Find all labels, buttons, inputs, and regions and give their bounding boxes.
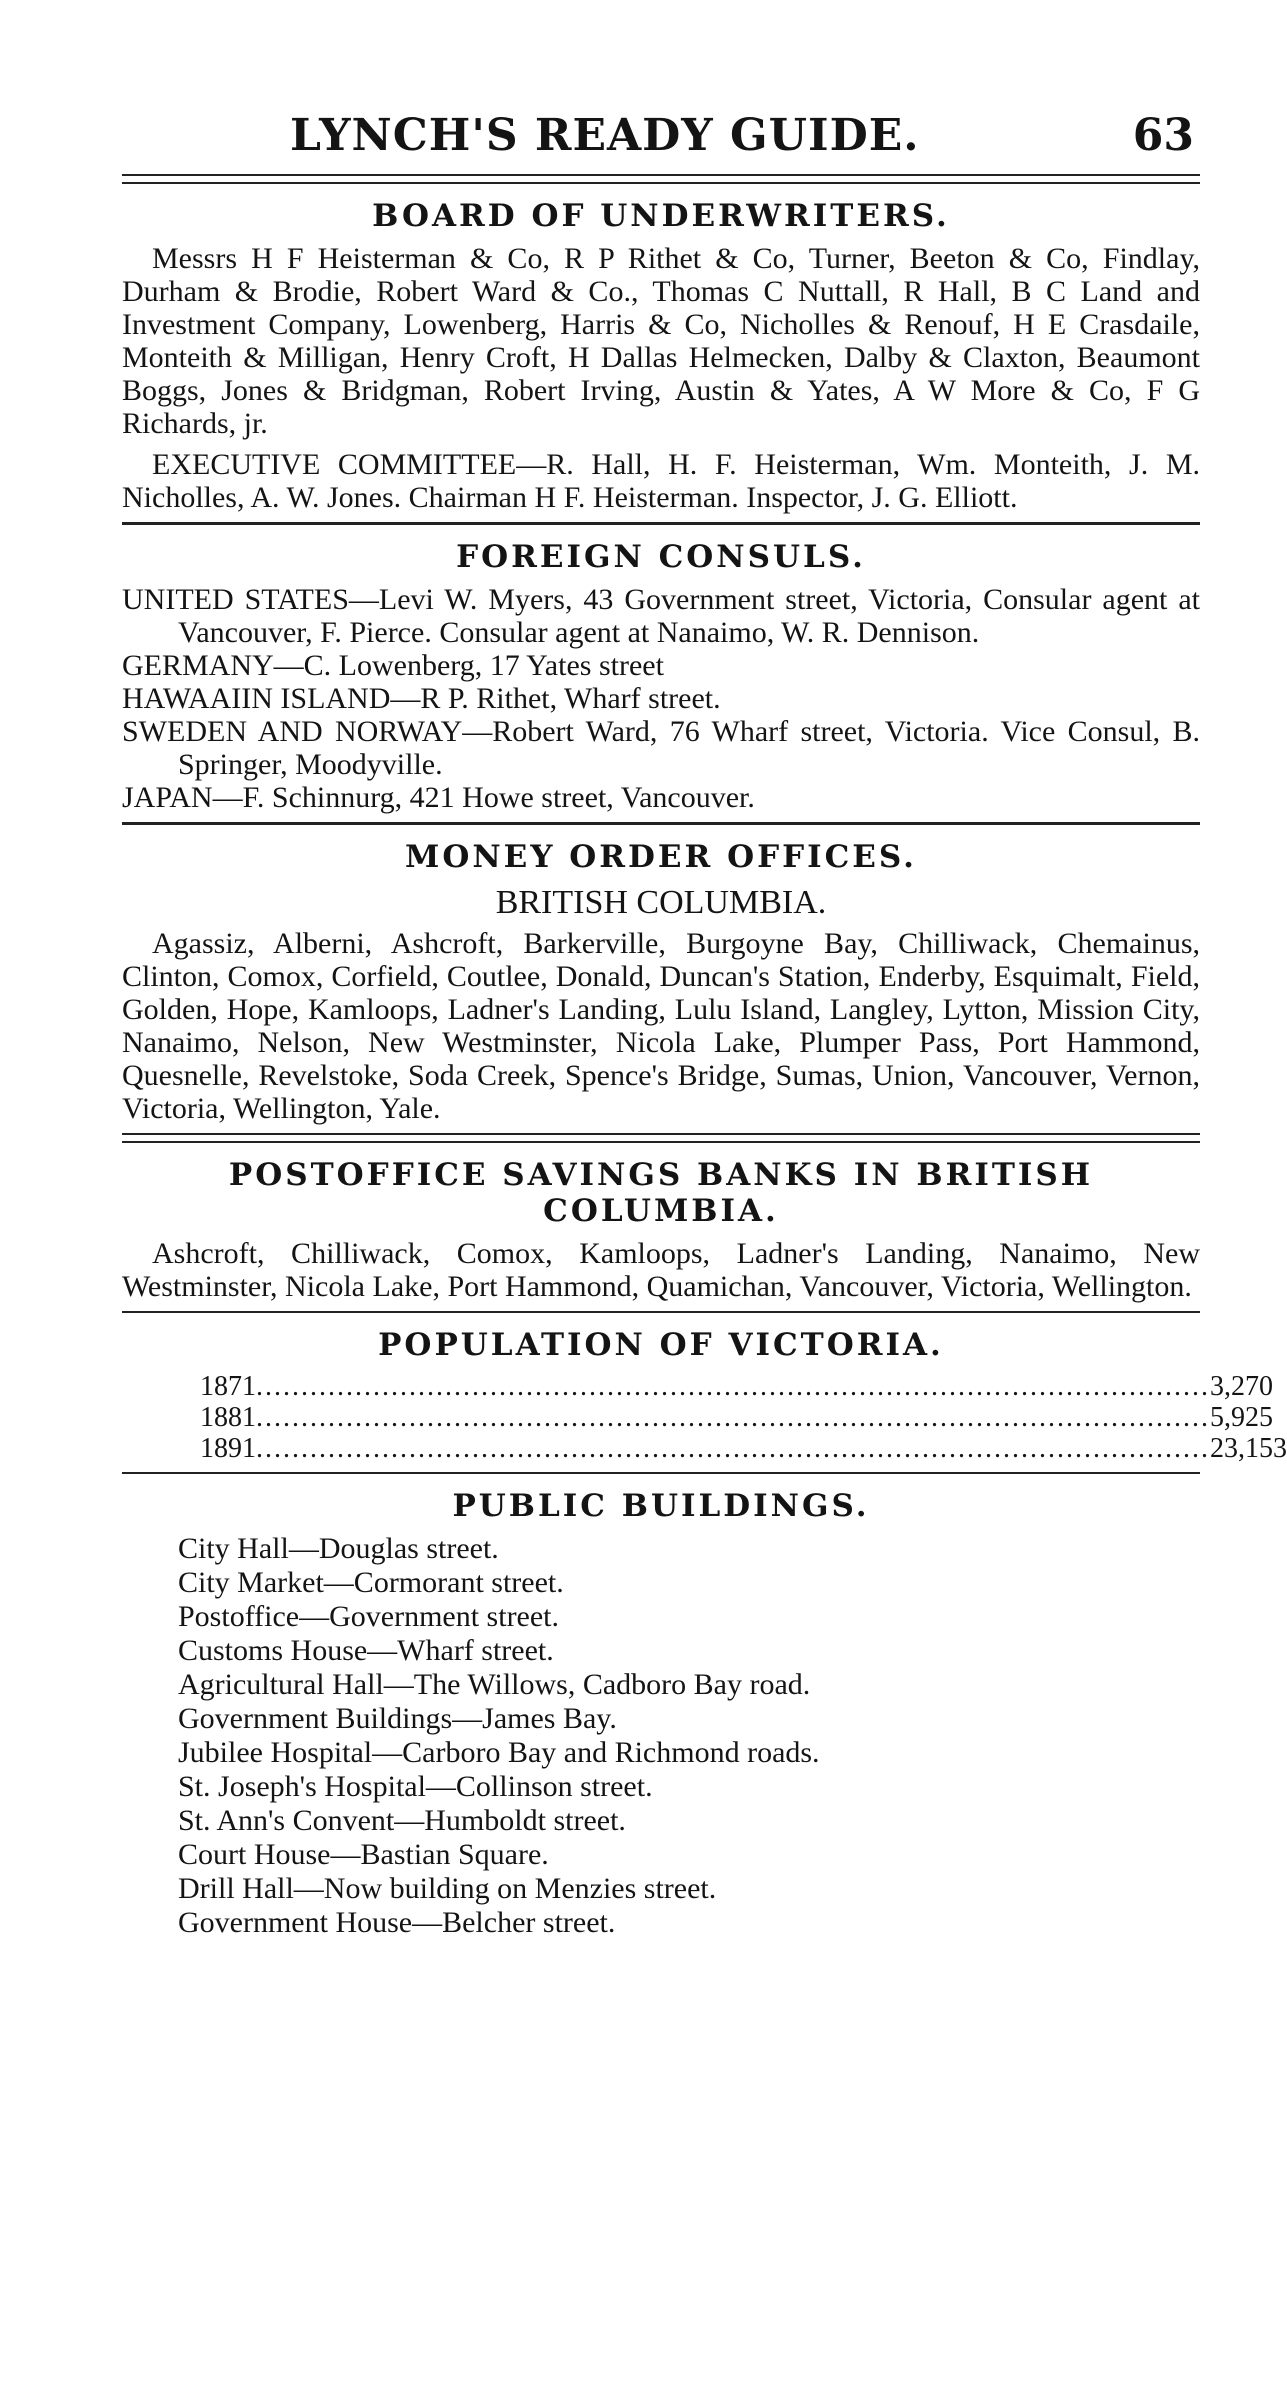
building-item: Jubilee Hospital—Carboro Bay and Richmond roads.: [178, 1736, 820, 1769]
header-rule: [122, 174, 1200, 184]
consul-entry: HAWAAIIN ISLAND—R P. Rithet, Wharf street.: [122, 682, 721, 715]
population-row: [200, 1433, 1287, 1464]
section-divider: [122, 1472, 1200, 1474]
public-buildings-section: [122, 1488, 1200, 1940]
building-item: City Hall—Douglas street.: [178, 1532, 499, 1565]
underwriters-members: Messrs H F Heisterman & Co, R P Rithet & Co, Turner, Beeton & Co, Findlay, Durham & Brodie, Robert Ward & Co., Thomas C Nuttall, R Hall, B C Land and Investment Company, Lowenberg, Harris & Co, Nicholles & Renouf, H E Crasdaile, Monteith & Milligan, Henry Croft, H Dallas Helmecken, Dalby & Claxton, Beaumont Boggs, Jones & Bridgman, Robert Irving, Austin & Yates, A W More & Co, F G Richards, jr.: [122, 242, 1200, 440]
page-header: [122, 90, 1200, 174]
building-item: Government House—Belcher street.: [178, 1906, 616, 1939]
population-table: [200, 1371, 1287, 1464]
population-value: 5,925: [1210, 1402, 1273, 1433]
page-number: 63: [1132, 110, 1194, 161]
building-item: Court House—Bastian Square.: [178, 1838, 549, 1871]
building-item: Drill Hall—Now building on Menzies street.: [178, 1872, 717, 1905]
book-page: [122, 90, 1287, 1948]
money-orders-heading: MONEY ORDER OFFICES.: [405, 839, 917, 875]
consuls-section: [122, 539, 1200, 814]
section-divider: [122, 1311, 1200, 1313]
executive-committee: EXECUTIVE COMMITTEE—R. Hall, H. F. Heisterman, Wm. Monteith, J. M. Nicholles, A. W. Jones. Chairman H F. Heisterman. Inspector, J. G. Elliott.: [122, 448, 1200, 514]
section-divider: [122, 1133, 1200, 1143]
consul-entry: SWEDEN AND NORWAY—Robert Ward, 76 Wharf street, Victoria. Vice Consul, B. Springer, Moodyville.: [122, 715, 1200, 781]
building-item: City Market—Cormorant street.: [178, 1566, 564, 1599]
consuls-heading: FOREIGN CONSULS.: [456, 539, 866, 575]
population-year: 1891: [200, 1433, 256, 1464]
population-value: 3,270: [1210, 1371, 1273, 1402]
population-value: 23,153: [1210, 1433, 1287, 1464]
money-orders-section: [122, 839, 1200, 1125]
building-item: St. Joseph's Hospital—Collinson street.: [178, 1770, 653, 1803]
money-order-places: Agassiz, Alberni, Ashcroft, Barkerville, Burgoyne Bay, Chilliwack, Chemainus, Clinton, Comox, Corfield, Coutlee, Donald, Duncan's Station, Enderby, Esquimalt, Field, Golden, Hope, Kamloops, Ladner's Landing, Lulu Island, Langley, Lytton, Mission City, Nanaimo, Nelson, New Westminster, Nicola Lake, Plumper Pass, Port Hammond, Quesnelle, Revelstoke, Soda Creek, Spence's Bridge, Sumas, Union, Vancouver, Vernon, Victoria, Wellington, Yale.: [122, 927, 1200, 1125]
savings-banks-heading: POSTOFFICE SAVINGS BANKS IN BRITISH COLUMBIA.: [228, 1157, 1094, 1229]
section-divider: [122, 522, 1200, 525]
consul-entry: JAPAN—F. Schinnurg, 421 Howe street, Vancouver.: [122, 781, 755, 814]
savings-banks-section: [122, 1157, 1200, 1303]
savings-bank-places: Ashcroft, Chilliwack, Comox, Kamloops, Ladner's Landing, Nanaimo, New Westminster, Nicola Lake, Port Hammond, Quamichan, Vancouver, Victoria, Wellington.: [122, 1237, 1200, 1303]
public-buildings-list: [178, 1532, 1200, 1940]
section-divider: [122, 822, 1200, 825]
population-row: [200, 1402, 1273, 1433]
building-item: Government Buildings—James Bay.: [178, 1702, 617, 1735]
building-item: St. Ann's Convent—Humboldt street.: [178, 1804, 626, 1837]
leader-dots: ..........................................................................................................: [256, 1433, 1210, 1464]
leader-dots: ..........................................................................................................: [256, 1402, 1210, 1433]
population-heading: POPULATION OF VICTORIA.: [378, 1327, 944, 1363]
consul-entry: UNITED STATES—Levi W. Myers, 43 Government street, Victoria, Consular agent at Vancouver, F. Pierce. Consular agent at Nanaimo, W. R. Dennison.: [122, 583, 1200, 649]
money-orders-subheading: BRITISH COLUMBIA.: [495, 884, 827, 921]
building-item: Customs House—Wharf street.: [178, 1634, 554, 1667]
population-section: [122, 1327, 1287, 1464]
underwriters-section: [122, 198, 1200, 514]
public-buildings-heading: PUBLIC BUILDINGS.: [452, 1488, 870, 1524]
building-item: Agricultural Hall—The Willows, Cadboro Bay road.: [178, 1668, 811, 1701]
underwriters-heading: BOARD OF UNDERWRITERS.: [372, 198, 950, 234]
consul-entry: GERMANY—C. Lowenberg, 17 Yates street: [122, 649, 664, 682]
running-title: LYNCH'S READY GUIDE.: [290, 110, 920, 161]
building-item: Postoffice—Government street.: [178, 1600, 560, 1633]
population-year: 1871: [200, 1371, 256, 1402]
population-year: 1881: [200, 1402, 256, 1433]
leader-dots: ..........................................................................................................: [256, 1371, 1210, 1402]
population-row: [200, 1371, 1273, 1402]
